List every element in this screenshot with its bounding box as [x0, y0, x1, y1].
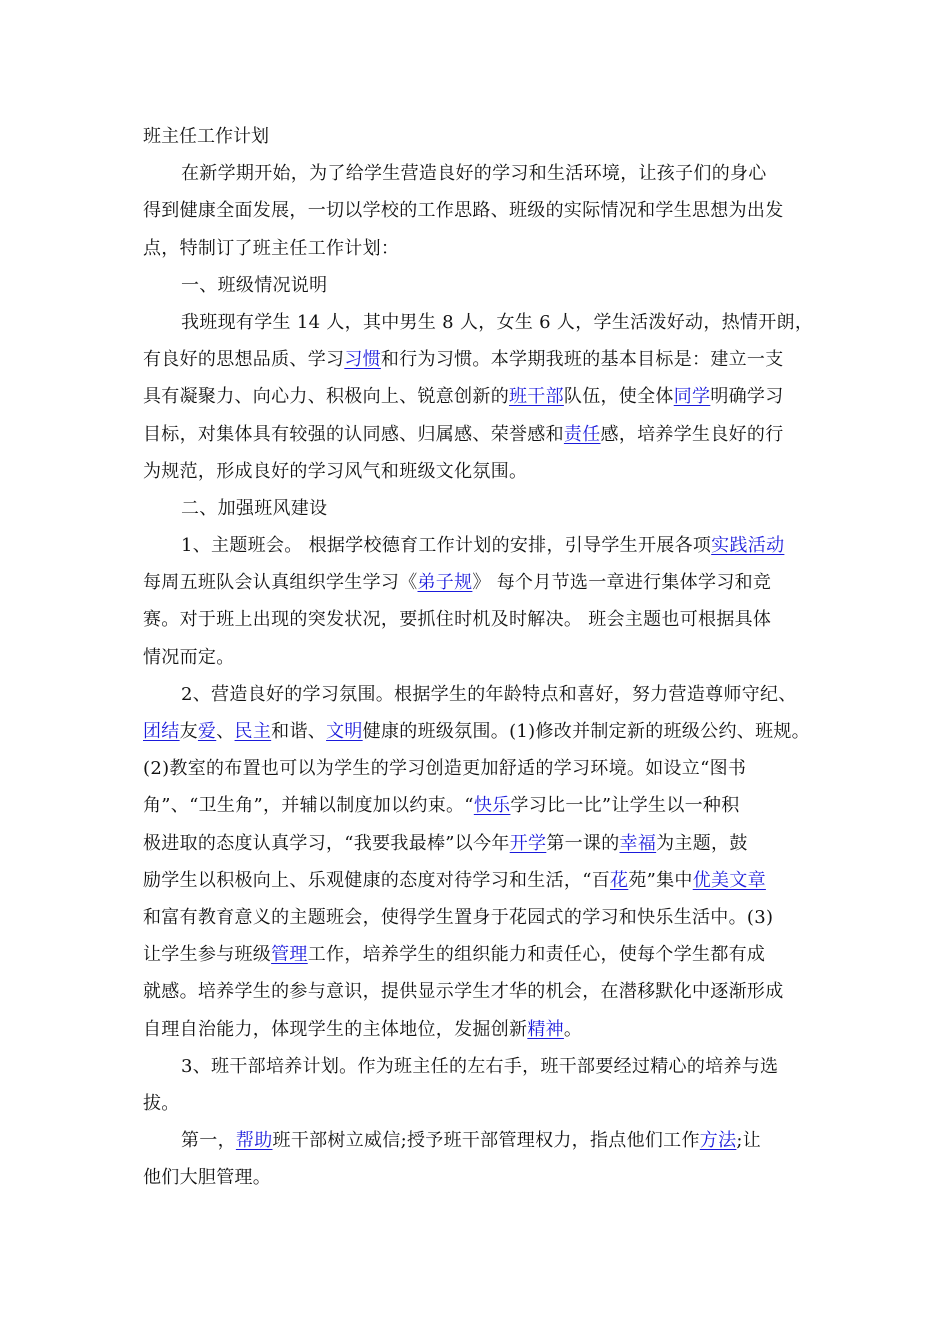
- text: 学习比一比”让学生以一种积: [510, 795, 740, 817]
- item2-line-6: [143, 862, 813, 899]
- link-wenming[interactable]: 文明: [326, 721, 363, 742]
- text: 苑”集中: [628, 869, 693, 891]
- intro-line-1: 在新学期开始，为了给学生营造良好的学习和生活环境，让孩子们的身心: [181, 163, 767, 185]
- link-tuanjie[interactable]: 团结: [143, 721, 180, 742]
- text: 》 每个月节选一章进行集体学习和竞: [472, 572, 772, 594]
- text: 为主题，鼓: [656, 832, 748, 854]
- link-ai[interactable]: 爱: [197, 721, 217, 742]
- item2-line-9: 就感。培养学生的参与意识，提供显示学生才华的机会，在潜移默化中逐渐形成: [143, 981, 784, 1003]
- text: 每周五班队会认真组织学生学习《: [143, 572, 418, 594]
- link-minzhu[interactable]: 民主: [234, 721, 272, 742]
- text: 有良好的思想品质、学习: [143, 349, 345, 371]
- text: ;让: [736, 1130, 762, 1152]
- item2-line-8: [143, 936, 813, 973]
- text: 和行为习惯。本学期我班的基本目标是：建立一支: [380, 349, 784, 371]
- section2-heading: 二、加强班风建设: [181, 497, 328, 519]
- text: 班干部树立威信;授予班干部管理权力，指点他们工作: [272, 1130, 700, 1152]
- first-line-2: 他们大胆管理。: [143, 1167, 272, 1189]
- link-kuaile[interactable]: 快乐: [473, 795, 511, 817]
- item2-line-7: 和富有教育意义的主题班会，使得学生置身于花园式的学习和快乐生活中。(3): [143, 906, 774, 928]
- text: 友: [179, 721, 198, 742]
- item3-line-2: 拔。: [143, 1092, 180, 1114]
- first-line-1: [143, 1122, 813, 1159]
- item1-line-1: [143, 527, 813, 564]
- section1-heading: 一、班级情况说明: [181, 274, 328, 296]
- intro-line-2: 得到健康全面发展，一切以学校的工作思路、班级的实际情况和学生思想为出发: [143, 200, 784, 222]
- text: 让学生参与班级: [143, 944, 272, 966]
- link-bangzhu[interactable]: 帮助: [235, 1130, 273, 1152]
- link-youmei-wenzhang[interactable]: 优美文章: [692, 869, 766, 891]
- text: 目标，对集体具有较强的认同感、归属感、荣誉感和: [143, 423, 564, 445]
- text: 。: [563, 1018, 583, 1040]
- link-jingshen[interactable]: 精神: [527, 1018, 564, 1040]
- section1-line-4: [143, 416, 813, 453]
- text: 自理自治能力，体现学生的主体地位，发掘创新: [143, 1018, 528, 1040]
- text: 角”、“卫生角”，并辅以制度加以约束。“: [143, 795, 474, 817]
- item1-line-2: [143, 564, 813, 601]
- item2-line-2: [143, 713, 813, 750]
- text: 励学生以积极向上、乐观健康的态度对待学习和生活，“百: [143, 869, 610, 891]
- link-fangfa[interactable]: 方法: [699, 1130, 737, 1152]
- section1-line-2: [143, 341, 813, 378]
- text: 健康的班级氛围。(1)修改并制定新的班级公约、班规。: [362, 721, 810, 742]
- link-guanli[interactable]: 管理: [271, 944, 308, 966]
- item1-line-4: 情况而定。: [143, 646, 235, 668]
- text: 第一，: [181, 1130, 236, 1152]
- item2-line-4: [143, 787, 813, 824]
- section1-line-5: 为规范，形成良好的学习风气和班级文化氛围。: [143, 460, 528, 482]
- item2-line-3: (2)教室的布置也可以为学生的学习创造更加舒适的学习环境。如设立“图书: [143, 758, 747, 780]
- text: 、: [216, 721, 235, 742]
- item3-line-1: 3、班干部培养计划。作为班主任的左右手，班干部要经过精心的培养与选: [181, 1055, 779, 1077]
- text: 1、主题班会。 根据学校德育工作计划的安排，引导学生开展各项: [181, 535, 712, 557]
- section1-line-3: [143, 378, 813, 415]
- link-dizigui[interactable]: 弟子规: [417, 572, 473, 594]
- text: 和谐、: [271, 721, 327, 742]
- link-shijian-huodong[interactable]: 实践活动: [711, 535, 785, 557]
- link-tongxue[interactable]: 同学: [673, 386, 711, 408]
- item2-line-1: 2、营造良好的学习氛围。根据学生的年龄特点和喜好，努力营造尊师守纪、: [181, 683, 797, 705]
- text: 感，培养学生良好的行: [600, 423, 784, 445]
- link-xingfu[interactable]: 幸福: [619, 832, 657, 854]
- item1-line-3: 赛。对于班上出现的突发状况，要抓住时机及时解决。 班会主题也可根据具体: [143, 609, 772, 631]
- link-banganbu[interactable]: 班干部: [509, 386, 564, 408]
- text: 工作，培养学生的组织能力和责任心，使每个学生都有成: [307, 944, 766, 966]
- section1-line-1: 我班现有学生 14 人，其中男生 8 人，女生 6 人，学生活泼好动，热情开朗，: [181, 311, 814, 333]
- document-page: [143, 118, 813, 1196]
- document-title: 班主任工作计划: [143, 126, 269, 147]
- text: 极进取的态度认真学习，“我要我最棒”以今年: [143, 832, 510, 854]
- link-hua[interactable]: 花: [610, 869, 629, 891]
- intro-line-3: 点，特制订了班主任工作计划：: [143, 237, 400, 259]
- text: 具有凝聚力、向心力、积极向上、锐意创新的: [143, 386, 509, 408]
- text: 队伍，使全体: [563, 386, 674, 408]
- text: 明确学习: [710, 386, 784, 408]
- item2-line-10: [143, 1011, 813, 1048]
- link-xiguan[interactable]: 习惯: [344, 349, 381, 371]
- item2-line-5: [143, 825, 813, 862]
- link-kaixue[interactable]: 开学: [509, 832, 547, 854]
- text: 第一课的: [546, 832, 620, 854]
- link-zeren[interactable]: 责任: [563, 423, 601, 445]
